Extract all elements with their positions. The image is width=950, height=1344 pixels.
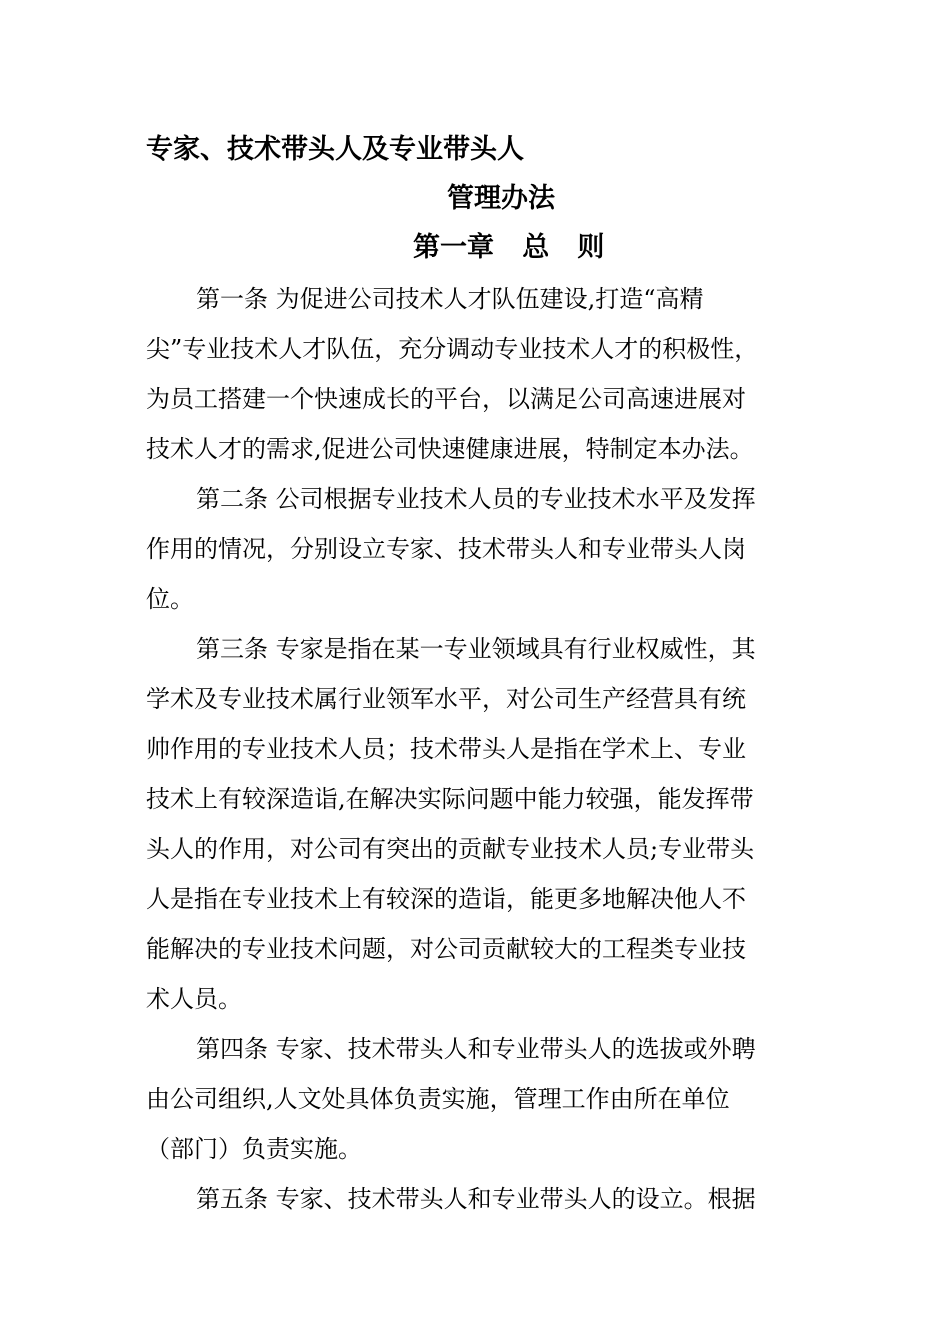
chapter-heading: 第一章 总 则 — [413, 232, 605, 263]
article-1-line: 第一条 为促进公司技术人才队伍建设,打造“高精 — [196, 285, 704, 313]
article-3-line: 技术上有较深造诣,在解决实际问题中能力较强，能发挥带 — [146, 785, 754, 813]
article-1-line: 为员工搭建一个快速成长的平台，以满足公司高速进展对 — [146, 385, 746, 413]
article-3-line: 学术及专业技术属行业领军水平，对公司生产经营具有统 — [146, 685, 746, 713]
article-1-line: 尖”专业技术人才队伍，充分调动专业技术人才的积极性， — [146, 335, 759, 363]
document-title: 专家、技术带头人及专业带头人 — [146, 134, 524, 165]
article-2-line: 位。 — [146, 585, 194, 613]
article-4-line: 第四条 专家、技术带头人和专业带头人的选拔或外聘 — [196, 1035, 756, 1063]
article-3-line: 第三条 专家是指在某一专业领域具有行业权威性，其 — [196, 635, 756, 663]
document-subtitle: 管理办法 — [447, 183, 555, 214]
article-2-line: 第二条 公司根据专业技术人员的专业技术水平及发挥 — [196, 485, 756, 513]
article-4-line: （部门）负责实施。 — [146, 1135, 362, 1163]
article-4-line: 由公司组织,人文处具体负责实施，管理工作由所在单位 — [146, 1085, 730, 1113]
article-5-line: 第五条 专家、技术带头人和专业带头人的设立。根据 — [196, 1185, 756, 1213]
article-3-line: 头人的作用，对公司有突出的贡献专业技术人员;专业带头 — [146, 835, 755, 863]
article-3-line: 术人员。 — [146, 985, 242, 1013]
article-2-line: 作用的情况，分别设立专家、技术带头人和专业带头人岗 — [146, 535, 746, 563]
article-3-line: 帅作用的专业技术人员；技术带头人是指在学术上、专业 — [146, 735, 746, 763]
article-3-line: 人是指在专业技术上有较深的造诣，能更多地解决他人不 — [146, 885, 746, 913]
article-3-line: 能解决的专业技术问题，对公司贡献较大的工程类专业技 — [146, 935, 746, 963]
article-1-line: 技术人才的需求,促进公司快速健康进展，特制定本办法。 — [146, 435, 754, 463]
